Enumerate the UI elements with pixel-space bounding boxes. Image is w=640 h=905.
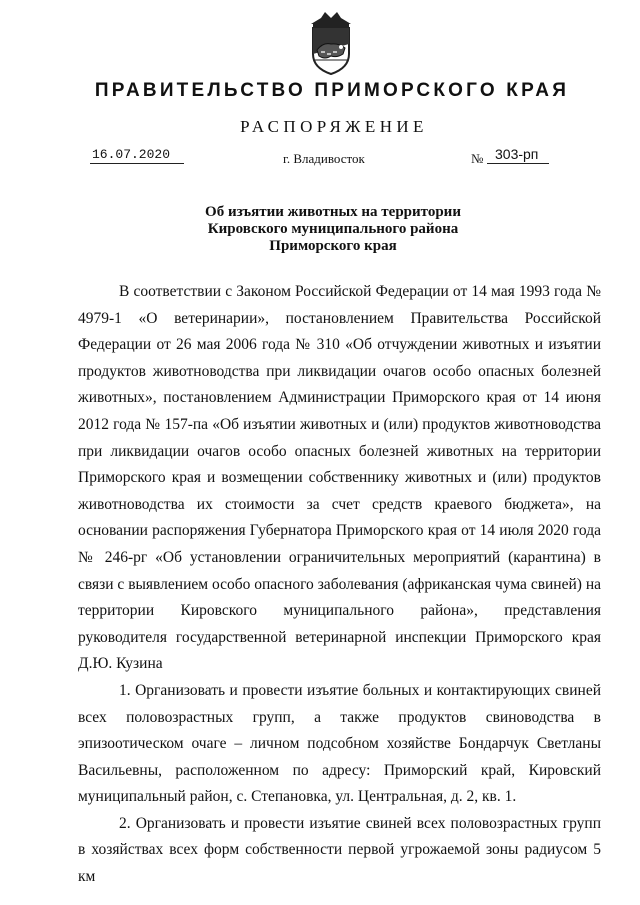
document-city: г. Владивосток xyxy=(283,151,365,166)
title-line-3: Приморского края xyxy=(269,238,397,254)
government-title: ПРАВИТЕЛЬСТВО ПРИМОРСКОГО КРАЯ xyxy=(94,80,570,101)
item-1-paragraph: 1. Организовать и провести изъятие больных и контактирующих свиней всех половозрастных групп, а также продуктов свиноводства в эпизоотическом очаге – личном подсобном хозяйстве Бондарчук Светланы Васильевны, расположенном по адресу: Приморский край, Кировский муниципальный район, с. Степановка, ул. Центральная, д. 2, кв. 1. xyxy=(78,681,601,806)
preamble-paragraph: В соответствии с Законом Российской Федерации от 14 мая 1993 года № 4979-1 «О ветеринарии», постановлением Правительства Российской Федерации от 26 мая 2006 года № 310 «Об отчуждении животных и изъятии продуктов животноводства при ликвидации очагов особо опасных болезней животных», постановлением Администрации Приморского края от 14 июня 2012 года № 157-па «Об изъятии животных и (или) продуктов животноводства при ликвидации очагов особо опасных болезней животных на территории Приморского края и возмещении собственнику животных и (или) продуктов животноводства их стоимости за счет средств краевого бюджета», на основании распоряжения Губернатора Приморского края от 14 июля 2020 года № 246-рг «Об установлении ограничительных мероприятий (карантина) в связи с выявлением особо опасного заболевания (африканская чума свиней) на территории Кировского муниципального района», представления руководителя государственной ветеринарной инспекции Приморского края Д.Ю. Кузина xyxy=(78,283,601,673)
document-number: 303-рп xyxy=(487,146,549,164)
document-date: 16.07.2020 xyxy=(90,147,184,164)
title-line-2: Кировского муниципального района xyxy=(207,221,459,237)
document-type: РАСПОРЯЖЕНИЕ xyxy=(240,117,428,136)
document-title xyxy=(0,204,640,255)
document-body xyxy=(78,279,601,891)
primorsky-coat-of-arms-icon xyxy=(303,10,359,76)
item-2-paragraph: 2. Организовать и провести изъятие свиней всех половозрастных групп в хозяйствах всех форм собственности первой угрожаемой зоны радиусом 5 км xyxy=(78,814,601,886)
number-sign: № xyxy=(471,151,484,166)
title-line-1: Об изъятии животных на территории xyxy=(205,204,461,220)
